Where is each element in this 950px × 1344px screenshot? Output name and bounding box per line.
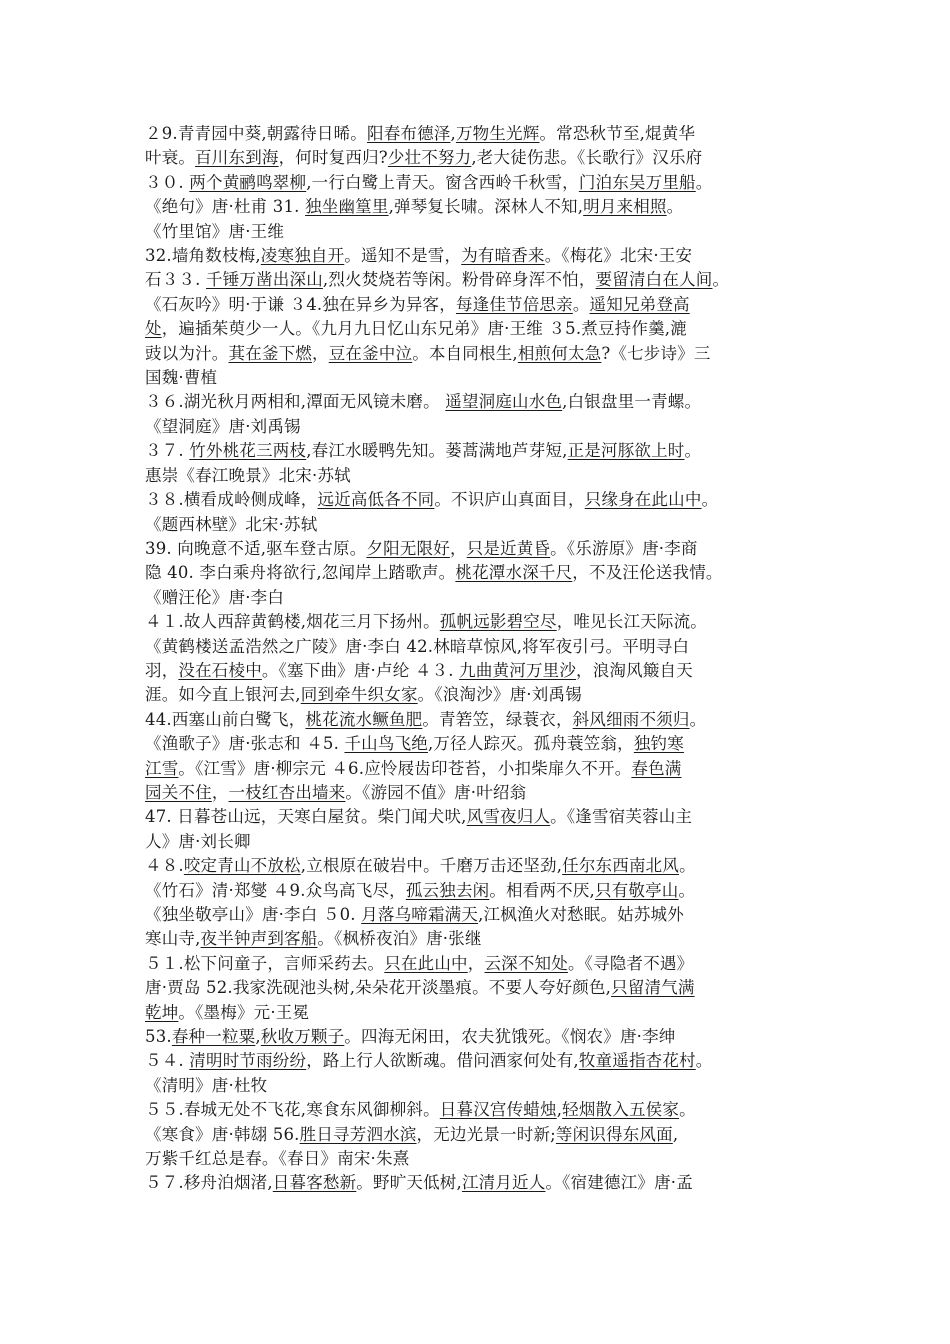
underlined-verse: 乾坤 xyxy=(145,1002,179,1022)
text-line xyxy=(145,488,813,512)
underlined-verse: 两个黄鹂鸣翠柳 xyxy=(189,172,307,192)
text-run: 唐·贾岛 52.我家洗砚池头树,朵朵花开淡墨痕。不要人夸好颜色, xyxy=(145,978,612,998)
text-run: ３７. xyxy=(145,441,190,461)
text-run: 。青箬笠，绿蓑衣， xyxy=(422,709,573,729)
text-run: 《绝句》唐·杜甫 31. xyxy=(145,197,306,217)
underlined-verse: 夜半钟声到客船 xyxy=(200,929,318,949)
text-line xyxy=(145,195,813,219)
underlined-verse: 独坐幽篁里 xyxy=(305,197,389,217)
text-line xyxy=(145,268,813,292)
underlined-verse: 斜风细雨不须归 xyxy=(572,709,690,729)
text-run: 。 xyxy=(572,294,590,314)
text-run: 。常恐秋节至,焜黄华 xyxy=(539,124,696,143)
text-line xyxy=(145,976,813,1000)
underlined-verse: 云深不知处 xyxy=(484,953,568,973)
underlined-verse: 只在此山中 xyxy=(384,953,468,973)
text-run: 。 xyxy=(666,197,684,217)
text-line xyxy=(145,757,813,781)
underlined-verse: 孤帆远影碧空尽 xyxy=(439,612,557,632)
underlined-verse: 孤云独去闲 xyxy=(405,880,490,900)
text-run: ５１.松下问童子，言师采药去。 xyxy=(145,953,385,973)
underlined-verse: 只缘身在此山中 xyxy=(584,490,702,510)
text-line xyxy=(145,561,813,585)
text-run: ， xyxy=(312,343,329,363)
text-line xyxy=(145,537,813,561)
text-run: 豉以为汁。 xyxy=(145,343,229,363)
text-line xyxy=(145,1049,813,1073)
text-line xyxy=(145,244,813,268)
text-line xyxy=(145,805,813,829)
text-line xyxy=(145,464,813,488)
text-run: 《望洞庭》唐·刘禹锡 xyxy=(145,416,301,436)
text-run: ３６.湖光秋月两相和,潭面无风镜未磨。 xyxy=(145,392,446,412)
text-run: ，唯见长江天际流。 xyxy=(556,612,708,632)
text-run: 53. xyxy=(145,1027,172,1047)
text-line xyxy=(145,927,813,951)
underlined-verse: 牧童遥指杏花村 xyxy=(578,1051,696,1071)
text-run: 。 xyxy=(695,172,713,192)
text-run: 。《梅花》北宋·王安 xyxy=(544,246,693,266)
text-line xyxy=(145,1001,813,1025)
text-run: ,立根原在破岩中。千磨万击还坚劲, xyxy=(300,856,563,876)
underlined-verse: 轻烟散入五侯家 xyxy=(562,1100,680,1120)
text-run: 。《寻隐者不遇》 xyxy=(567,953,694,973)
text-run: 《独坐敬亭山》唐·李白 ５0. xyxy=(145,905,362,924)
text-run: , xyxy=(450,124,456,143)
text-run: 《竹石》清·郑燮 ４9.众鸟高飞尽， xyxy=(145,880,406,900)
text-run: ,春江水暖鸭先知。蒌蒿满地芦芽短, xyxy=(306,441,568,461)
text-run: 。《墨梅》元·王冕 xyxy=(178,1002,310,1022)
text-run: , xyxy=(672,1124,679,1144)
text-line xyxy=(145,439,813,463)
underlined-verse: 正是河豚欲上时 xyxy=(567,441,685,461)
underlined-verse: 明月来相照 xyxy=(583,197,667,217)
text-run: 《赠汪伦》唐·李白 xyxy=(145,587,285,607)
underlined-verse: 九曲黄河万里沙 xyxy=(459,660,577,680)
text-line xyxy=(145,122,813,146)
text-run: ， xyxy=(211,782,229,802)
text-line xyxy=(145,1074,813,1098)
underlined-verse: 春种一粒粟 xyxy=(171,1027,256,1047)
text-line xyxy=(145,854,813,878)
text-run: ４８. xyxy=(145,856,184,876)
text-line xyxy=(145,903,813,927)
text-run: 。《浪淘沙》唐·刘禹锡 xyxy=(417,685,582,705)
text-run: 32.墙角数枝梅, xyxy=(145,246,261,266)
text-run: ,万径人踪灭。孤舟蓑笠翁， xyxy=(427,734,634,754)
text-run: 。《宿建德江》唐·孟 xyxy=(545,1173,693,1193)
text-run: 。野旷天低树, xyxy=(356,1173,462,1193)
text-line xyxy=(145,781,813,805)
text-run: 。 xyxy=(679,1100,696,1120)
text-run: 《题西林壁》北宋·苏轼 xyxy=(145,514,318,534)
underlined-verse: 远近高低各不同 xyxy=(317,490,435,510)
text-run: 涯。如今直上银河去, xyxy=(145,685,301,705)
text-run: ,烈火焚烧若等闲。粉骨碎身浑不怕， xyxy=(322,270,596,290)
underlined-verse: 遥知兄弟登高 xyxy=(589,294,690,314)
text-run: 隐 40. 李白乘舟将欲行,忽闻岸上踏歌声。 xyxy=(145,563,456,583)
underlined-verse: 为有暗香来 xyxy=(461,246,545,266)
underlined-verse: 月落乌啼霜满天 xyxy=(361,905,479,924)
text-run: 《渔歌子》唐·张志和 ４5. xyxy=(145,734,345,754)
text-run: 《黄鹤楼送孟浩然之广陵》唐·李白 42.林暗草惊风,将军夜引弓。平明寻白 xyxy=(145,636,690,656)
text-run: ３０. xyxy=(145,172,190,192)
underlined-verse: 独钓寒 xyxy=(633,734,684,754)
underlined-verse: 春色满 xyxy=(631,758,682,778)
text-run: 万紫千红总是春。《春日》南宋·朱熹 xyxy=(145,1149,410,1169)
text-line xyxy=(145,586,813,610)
underlined-verse: 没在石棱中 xyxy=(178,660,262,680)
text-run: , xyxy=(556,1100,563,1120)
text-run: ?《七步诗》三 xyxy=(601,343,711,363)
text-run: ,一行白鹭上青天。窗含西岭千秋雪， xyxy=(306,172,579,192)
text-run: ５５.春城无处不飞花,寒食东风御柳斜。 xyxy=(145,1100,440,1120)
text-line xyxy=(145,1025,813,1049)
underlined-verse: 任尔东西南北风 xyxy=(562,856,680,876)
text-run: ，何时复西归? xyxy=(278,148,388,168)
text-run: ２9.青青园中葵,朝露待日晞。 xyxy=(145,124,367,143)
text-line xyxy=(145,635,813,659)
text-run: ５７.移舟泊烟渚, xyxy=(145,1173,273,1193)
text-run: 。四海无闲田，农夫犹饿死。《悯农》唐·李绅 xyxy=(344,1027,676,1047)
text-run: 国魏·曹植 xyxy=(145,368,218,388)
text-run: 。《游园不值》唐·叶绍翁 xyxy=(345,782,527,802)
underlined-verse: 胜日寻芳泗水滨 xyxy=(299,1124,417,1144)
text-run: 叶衰。 xyxy=(145,148,196,168)
underlined-verse: 千锤万凿出深山 xyxy=(206,270,323,290)
underlined-verse: 相煎何太急 xyxy=(517,343,602,363)
text-line xyxy=(145,879,813,903)
text-line xyxy=(145,146,813,170)
text-run: 惠崇《春江晚景》北宋·苏轼 xyxy=(145,465,351,485)
text-run: 。 xyxy=(684,441,702,461)
text-run: 《竹里馆》唐·王维 xyxy=(145,221,285,241)
text-run: 寒山寺, xyxy=(145,929,201,949)
poem-text-block xyxy=(145,122,813,1196)
text-run: 羽， xyxy=(145,660,179,680)
text-run: ,弹琴复长啸。深林人不知, xyxy=(388,197,584,217)
underlined-verse: 少壮不努力 xyxy=(387,148,472,168)
text-run: 人》唐·刘长卿 xyxy=(145,831,251,851)
text-run: ，路上行人欲断魂。借问酒家何处有, xyxy=(306,1051,579,1071)
underlined-verse: 只有敬亭山 xyxy=(595,880,679,900)
underlined-verse: 夕阳无限好 xyxy=(366,538,450,558)
text-run: 。《逢雪宿芙蓉山主 xyxy=(550,807,693,827)
text-line xyxy=(145,708,813,732)
text-line xyxy=(145,390,813,414)
text-line xyxy=(145,342,813,366)
underlined-verse: 千山鸟飞绝 xyxy=(344,734,428,754)
text-line xyxy=(145,171,813,195)
text-run: 。《乐游原》唐·李商 xyxy=(550,538,698,558)
text-run: 。《塞下曲》唐·卢纶 ４３. xyxy=(261,660,460,680)
text-run: ４１.故人西辞黄鹤楼,烟花三月下扬州。 xyxy=(145,612,440,632)
underlined-verse: 萁在釜下燃 xyxy=(228,343,312,363)
underlined-verse: 阳春布德泽 xyxy=(367,124,451,143)
text-run: ３８.横看成岭侧成峰， xyxy=(145,490,318,510)
underlined-verse: 园关不住 xyxy=(145,782,212,802)
underlined-verse: 只是近黄昏 xyxy=(466,538,551,558)
text-run: ５４. xyxy=(145,1051,190,1071)
underlined-verse: 江雪 xyxy=(145,758,179,778)
text-run: 。 xyxy=(701,490,719,510)
text-run: 石３３. xyxy=(145,270,206,290)
underlined-verse: 桃花流水鳜鱼肥 xyxy=(305,709,423,729)
text-run: 。 xyxy=(689,709,707,729)
text-run: 。 xyxy=(679,856,696,876)
text-run: 。不识庐山真面目， xyxy=(434,490,585,510)
underlined-verse: 日暮汉宫传蜡烛 xyxy=(439,1100,557,1120)
text-run: 。本自同根生, xyxy=(412,343,518,363)
underlined-verse: 凌寒独自开 xyxy=(260,246,345,266)
underlined-verse: 百川东到海 xyxy=(195,148,279,168)
underlined-verse: 同到牵牛织女家 xyxy=(300,685,418,705)
text-run: 。 xyxy=(712,270,730,290)
text-run: ，无边光景一时新; xyxy=(416,1124,556,1144)
text-run: 。 xyxy=(678,880,696,900)
text-line xyxy=(145,293,813,317)
underlined-verse: 每逢佳节倍思亲 xyxy=(455,294,573,314)
text-run: ， xyxy=(467,953,485,973)
text-run: 。《江雪》唐·柳宗元 ４6.应怜屐齿印苍苔，小扣柴扉久不开。 xyxy=(178,758,632,778)
text-run: 《石灰吟》明·于谦 ３4.独在异乡为异客， xyxy=(145,294,456,314)
text-run: ，遍插茱萸少一人。《九月九日忆山东兄弟》唐·王维 ３5.煮豆持作羹,漉 xyxy=(161,319,687,339)
text-line xyxy=(145,659,813,683)
text-line xyxy=(145,1147,813,1171)
text-run: ， xyxy=(449,538,467,558)
text-line xyxy=(145,317,813,341)
text-run: 。遥知不是雪， xyxy=(344,246,462,266)
underlined-verse: 要留清白在人间 xyxy=(595,270,713,290)
text-run: ,江枫渔火对愁眠。姑苏城外 xyxy=(478,905,684,924)
text-run: ,白银盘里一青螺。 xyxy=(562,392,702,412)
text-run: 44.西塞山前白鹭飞， xyxy=(145,709,306,729)
text-line xyxy=(145,415,813,439)
underlined-verse: 秋收万颗子 xyxy=(260,1027,345,1047)
underlined-verse: 豆在釜中泣 xyxy=(328,343,413,363)
text-run: ，不及汪伦送我情。 xyxy=(572,563,723,583)
underlined-verse: 只留清气满 xyxy=(611,978,695,998)
text-run: 。 xyxy=(695,1051,713,1071)
text-line xyxy=(145,513,813,537)
text-line xyxy=(145,732,813,756)
underlined-verse: 桃花潭水深千尺 xyxy=(455,563,573,583)
underlined-verse: 遥望洞庭山水色 xyxy=(445,392,563,412)
text-line xyxy=(145,683,813,707)
underlined-verse: 万物生光辉 xyxy=(455,124,540,143)
text-line xyxy=(145,610,813,634)
text-line xyxy=(145,220,813,244)
text-line xyxy=(145,952,813,976)
text-line xyxy=(145,366,813,390)
text-line xyxy=(145,1123,813,1147)
text-run: 47. 日暮苍山远，天寒白屋贫。柴门闻犬吠, xyxy=(145,807,467,827)
underlined-verse: 咬定青山不放松 xyxy=(183,856,301,876)
text-line xyxy=(145,1171,813,1195)
text-run: 39. 向晚意不适,驱车登古原。 xyxy=(145,538,367,558)
underlined-verse: 门泊东吴万里船 xyxy=(578,172,696,192)
text-run: ,老大徒伤悲。《长歌行》汉乐府 xyxy=(471,148,703,168)
underlined-verse: 日暮客愁新 xyxy=(272,1173,357,1193)
text-run: 。《枫桥夜泊》唐·张继 xyxy=(317,929,482,949)
text-run: 《寒食》唐·韩翃 56. xyxy=(145,1124,300,1144)
text-line xyxy=(145,1098,813,1122)
underlined-verse: 清明时节雨纷纷 xyxy=(189,1051,307,1071)
text-line xyxy=(145,830,813,854)
text-run: ，浪淘风簸自天 xyxy=(576,660,693,680)
underlined-verse: 等闲识得东风面 xyxy=(555,1124,673,1144)
text-run: 。相看两不厌, xyxy=(489,880,595,900)
underlined-verse: 江清月近人 xyxy=(461,1173,546,1193)
underlined-verse: 处 xyxy=(145,319,162,339)
text-run: , xyxy=(255,1027,261,1047)
underlined-verse: 风雪夜归人 xyxy=(466,807,551,827)
text-run: 《清明》唐·杜牧 xyxy=(145,1075,268,1095)
underlined-verse: 竹外桃花三两枝 xyxy=(189,441,307,461)
underlined-verse: 一枝红杏出墙来 xyxy=(228,782,346,802)
